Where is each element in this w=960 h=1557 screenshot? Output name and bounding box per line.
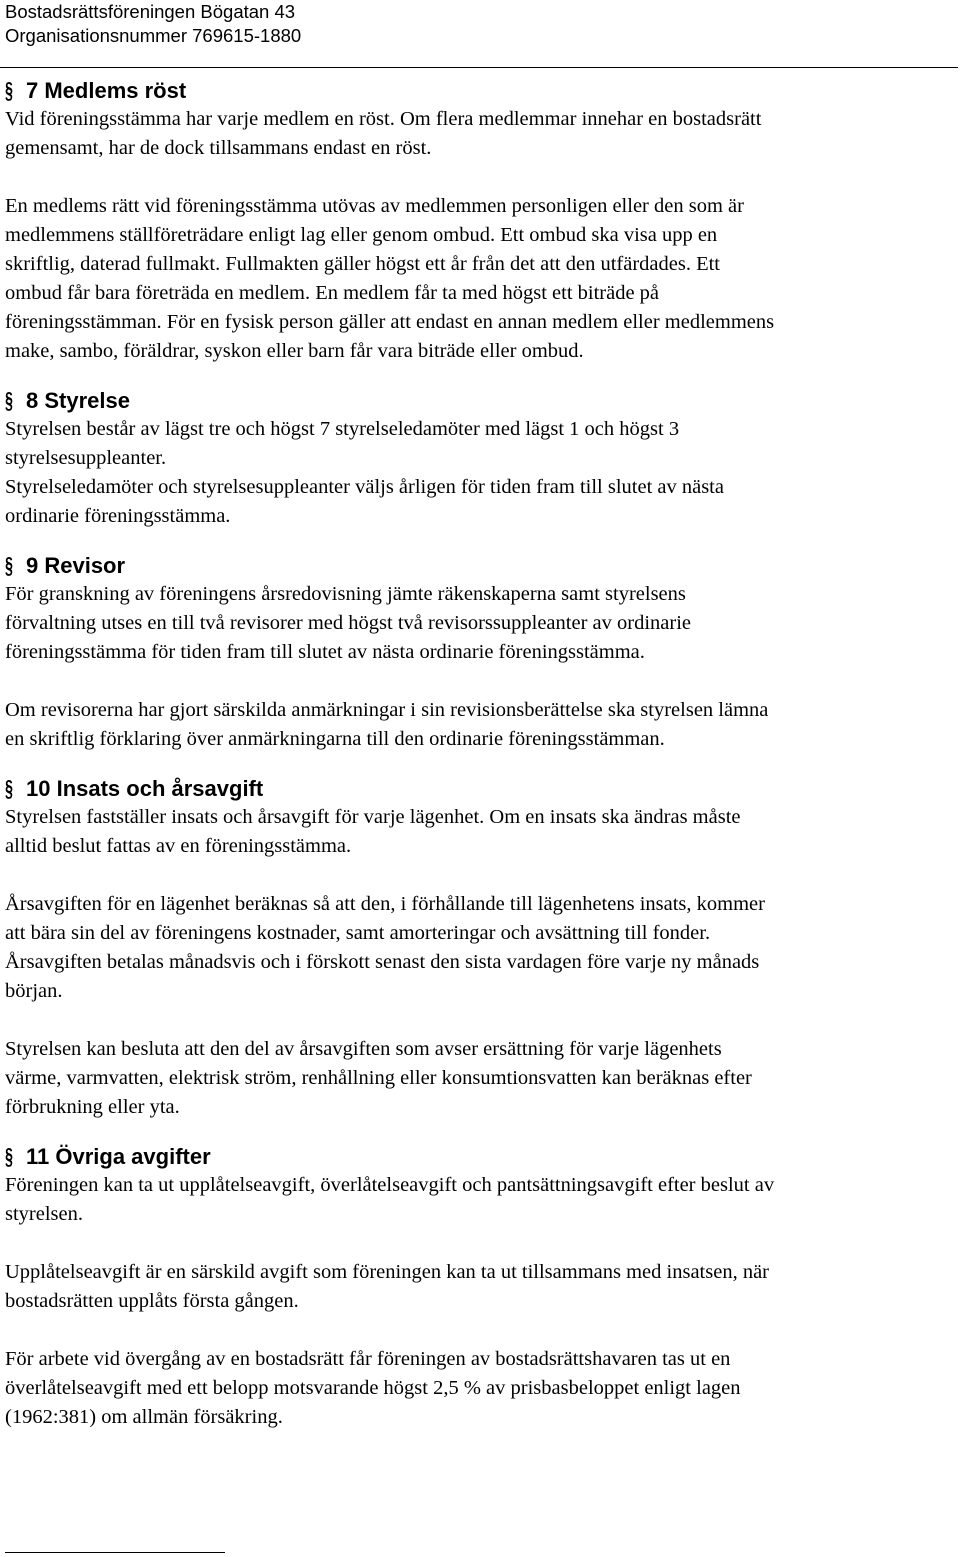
section-heading bbox=[5, 551, 950, 580]
text-line: Årsavgiften för en lägenhet beräknas så att den, i förhållande till lägenhetens insats, kommer bbox=[5, 893, 765, 915]
text-line: förbrukning eller yta. bbox=[5, 1096, 180, 1118]
section-11 bbox=[5, 1142, 950, 1432]
page-header bbox=[5, 0, 955, 48]
section-sign-icon: § bbox=[5, 387, 13, 413]
section-sign-icon: § bbox=[5, 77, 13, 103]
section-sign-icon: § bbox=[5, 552, 13, 578]
text-line: förvaltning utses en till två revisorer med högst två revisorssuppleanter av ordinarie bbox=[5, 612, 691, 634]
text-line: styrelsesuppleanter. bbox=[5, 447, 167, 469]
paragraph bbox=[5, 803, 950, 861]
text-line: För granskning av föreningens årsredovisning jämte räkenskaperna samt styrelsens bbox=[5, 583, 686, 605]
text-line: föreningsstämma för tiden fram till slutet av nästa ordinarie föreningsstämma. bbox=[5, 641, 645, 663]
association-name: Bostadsrättsföreningen Bögatan 43 bbox=[5, 1, 296, 22]
text-line: gemensamt, har de dock tillsammans endast en röst. bbox=[5, 137, 432, 159]
paragraph bbox=[5, 192, 950, 366]
text-line: En medlems rätt vid föreningsstämma utövas av medlemmen personligen eller den som är bbox=[5, 195, 744, 217]
section-8 bbox=[5, 386, 950, 531]
text-line: (1962:381) om allmän försäkring. bbox=[5, 1406, 283, 1428]
section-sign-icon: § bbox=[5, 1143, 13, 1169]
section-sign-icon: § bbox=[5, 775, 13, 801]
section-title: 11 Övriga avgifter bbox=[26, 1144, 211, 1169]
paragraph bbox=[5, 890, 950, 1006]
text-line: Årsavgiften betalas månadsvis och i förskott senast den sista vardagen före varje ny månads bbox=[5, 951, 760, 973]
paragraph bbox=[5, 1258, 950, 1316]
paragraph bbox=[5, 1345, 950, 1432]
text-line: Styrelsen kan besluta att den del av årsavgiften som avser ersättning för varje lägenhets bbox=[5, 1038, 722, 1060]
text-line: början. bbox=[5, 980, 63, 1002]
text-line: ordinarie föreningsstämma. bbox=[5, 505, 231, 527]
text-line: För arbete vid övergång av en bostadsrätt får föreningen av bostadsrättshavaren tas ut en bbox=[5, 1348, 731, 1370]
text-line: att bära sin del av föreningens kostnader, samt amorteringar och avsättning till fonder. bbox=[5, 922, 711, 944]
paragraph bbox=[5, 696, 950, 754]
section-heading bbox=[5, 1142, 950, 1171]
text-line: skriftlig, daterad fullmakt. Fullmakten gäller högst ett år från det att den utfärdades. Ett bbox=[5, 253, 720, 275]
section-7 bbox=[5, 76, 950, 366]
paragraph bbox=[5, 1035, 950, 1122]
text-line: Styrelsen fastställer insats och årsavgift för varje lägenhet. Om en insats ska ändras måste bbox=[5, 806, 741, 828]
text-line: alltid beslut fattas av en föreningsstämma. bbox=[5, 835, 352, 857]
text-line: medlemmens ställföreträdare enligt lag eller genom ombud. Ett ombud ska visa upp en bbox=[5, 224, 718, 246]
section-9 bbox=[5, 551, 950, 754]
text-line: Om revisorerna har gjort särskilda anmärkningar i sin revisionsberättelse ska styrelsen lämna bbox=[5, 699, 769, 721]
header-rule bbox=[0, 67, 958, 68]
text-line: Styrelsen består av lägst tre och högst 7 styrelseledamöter med lägst 1 och högst 3 bbox=[5, 418, 680, 440]
text-line: Styrelseledamöter och styrelsesuppleanter väljs årligen för tiden fram till slutet av nästa bbox=[5, 476, 724, 498]
section-heading bbox=[5, 386, 950, 415]
text-line: Vid föreningsstämma har varje medlem en röst. Om flera medlemmar innehar en bostadsrätt bbox=[5, 108, 762, 130]
section-title: 7 Medlems röst bbox=[26, 78, 187, 103]
document-body bbox=[5, 76, 950, 1432]
text-line: en skriftlig förklaring över anmärkningarna till den ordinarie föreningsstämman. bbox=[5, 728, 665, 750]
text-line: bostadsrätten upplåts första gången. bbox=[5, 1290, 299, 1312]
section-title: 9 Revisor bbox=[26, 553, 126, 578]
text-line: överlåtelseavgift med ett belopp motsvarande högst 2,5 % av prisbasbeloppet enligt lagen bbox=[5, 1377, 741, 1399]
organisation-number: Organisationsnummer 769615-1880 bbox=[5, 25, 302, 46]
text-line: föreningsstämman. För en fysisk person gäller att endast en annan medlem eller medlemmens bbox=[5, 311, 775, 333]
section-10 bbox=[5, 774, 950, 1122]
text-line: styrelsen. bbox=[5, 1203, 83, 1225]
paragraph bbox=[5, 105, 950, 163]
section-heading bbox=[5, 76, 950, 105]
text-line: värme, varmvatten, elektrisk ström, renhållning eller konsumtionsvatten kan beräknas efter bbox=[5, 1067, 752, 1089]
section-title: 8 Styrelse bbox=[26, 388, 130, 413]
text-line: Föreningen kan ta ut upplåtelseavgift, överlåtelseavgift och pantsättningsavgift efter beslut av bbox=[5, 1174, 775, 1196]
section-heading bbox=[5, 774, 950, 803]
paragraph bbox=[5, 415, 950, 531]
text-line: ombud får bara företräda en medlem. En medlem får ta med högst ett biträde på bbox=[5, 282, 660, 304]
section-title: 10 Insats och årsavgift bbox=[26, 776, 264, 801]
footnote-rule bbox=[5, 1552, 225, 1553]
paragraph bbox=[5, 1171, 950, 1229]
text-line: make, sambo, föräldrar, syskon eller barn får vara biträde eller ombud. bbox=[5, 340, 584, 362]
paragraph bbox=[5, 580, 950, 667]
text-line: Upplåtelseavgift är en särskild avgift som föreningen kan ta ut tillsammans med insatsen, när bbox=[5, 1261, 769, 1283]
